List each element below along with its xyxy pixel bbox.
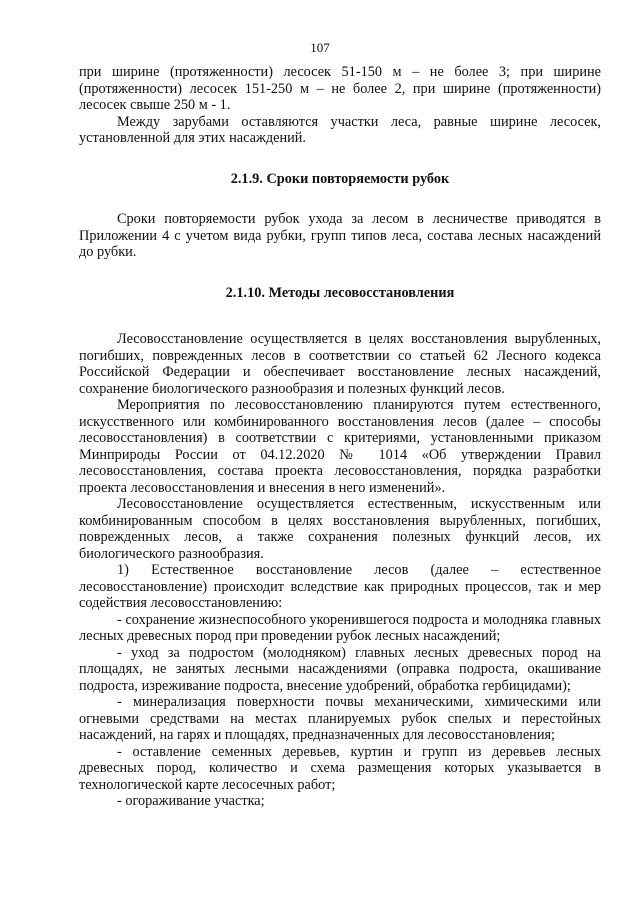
page-body [79, 64, 601, 810]
list-item: - огораживание участка; [117, 793, 265, 809]
paragraph: Между зарубами оставляются участки леса, равные ширине лесосек, установленной для этих насаждений. [79, 113, 601, 146]
paragraph: Мероприятия по лесовосстановлению планируются путем естественного, искусственного или комбинированного восстановления лесов (далее – способы лесовосстановления) в соответствии с критериями, установленными приказом Минприроды России от 04.12.2020 № 1014 «Об утверждении Правил лесовосстановления, состава проекта лесовосстановления, порядка разработки проекта лесовосстановления и внесения в него изменений». [79, 397, 601, 496]
page-number: 107 [310, 40, 330, 55]
section-heading: 2.1.10. Методы лесовосстановления [225, 284, 455, 301]
paragraph: при ширине (протяженности) лесосек 51-150 м – не более 3; при ширине (протяженности) лесосек 151-250 м – не более 2, при ширине (протяженности) лесосек свыше 250 м - 1. [79, 64, 601, 113]
list-item: - оставление семенных деревьев, куртин и групп из деревьев лесных древесных пород, количество и схема размещения которых указывается в технологической карте лесосечных работ; [79, 743, 601, 793]
list-item: - сохранение жизнеспособного укоренившегося подроста и молодняка главных лесных древесных пород при проведении рубок лесных насаждений; [79, 611, 601, 644]
list-item: - минерализация поверхности почвы механическими, химическими или огневыми средствами на местах планируемых рубок спелых и перестойных насаждений, на гарях и площадях, предназначенных для лесовосстановления; [79, 694, 601, 743]
paragraph: 1) Естественное восстановление лесов (далее – естественное лесовосстановление) происходит вследствие как природных процессов, так и мер содействия лесовосстановлению: [79, 562, 601, 611]
paragraph: Лесовосстановление осуществляется естественным, искусственным или комбинированным способом в целях восстановления вырубленных, погибших, поврежденных лесов, а также сохранения полезных функций лесов, их биологического разнообразия. [79, 496, 601, 562]
paragraph: Сроки повторяемости рубок ухода за лесом в лесничестве приводятся в Приложении 4 с учетом вида рубки, групп типов леса, состава лесных насаждений до рубки. [79, 211, 601, 260]
section-heading: 2.1.9. Сроки повторяемости рубок [230, 170, 450, 187]
paragraph: Лесовосстановление осуществляется в целях восстановления вырубленных, погибших, поврежденных лесов в соответствии со статьей 62 Лесного кодекса Российской Федерации и обеспечивает восстановление лесных насаждений, сохранение биологического разнообразия и полезных функций лесов. [79, 331, 601, 397]
list-item: - уход за подростом (молодняком) главных лесных древесных пород на площадях, не занятых лесными насаждениями (оправка подроста, окашивание подроста, изреживание подроста, внесение удобрений, обработка гербицидами); [79, 644, 601, 694]
